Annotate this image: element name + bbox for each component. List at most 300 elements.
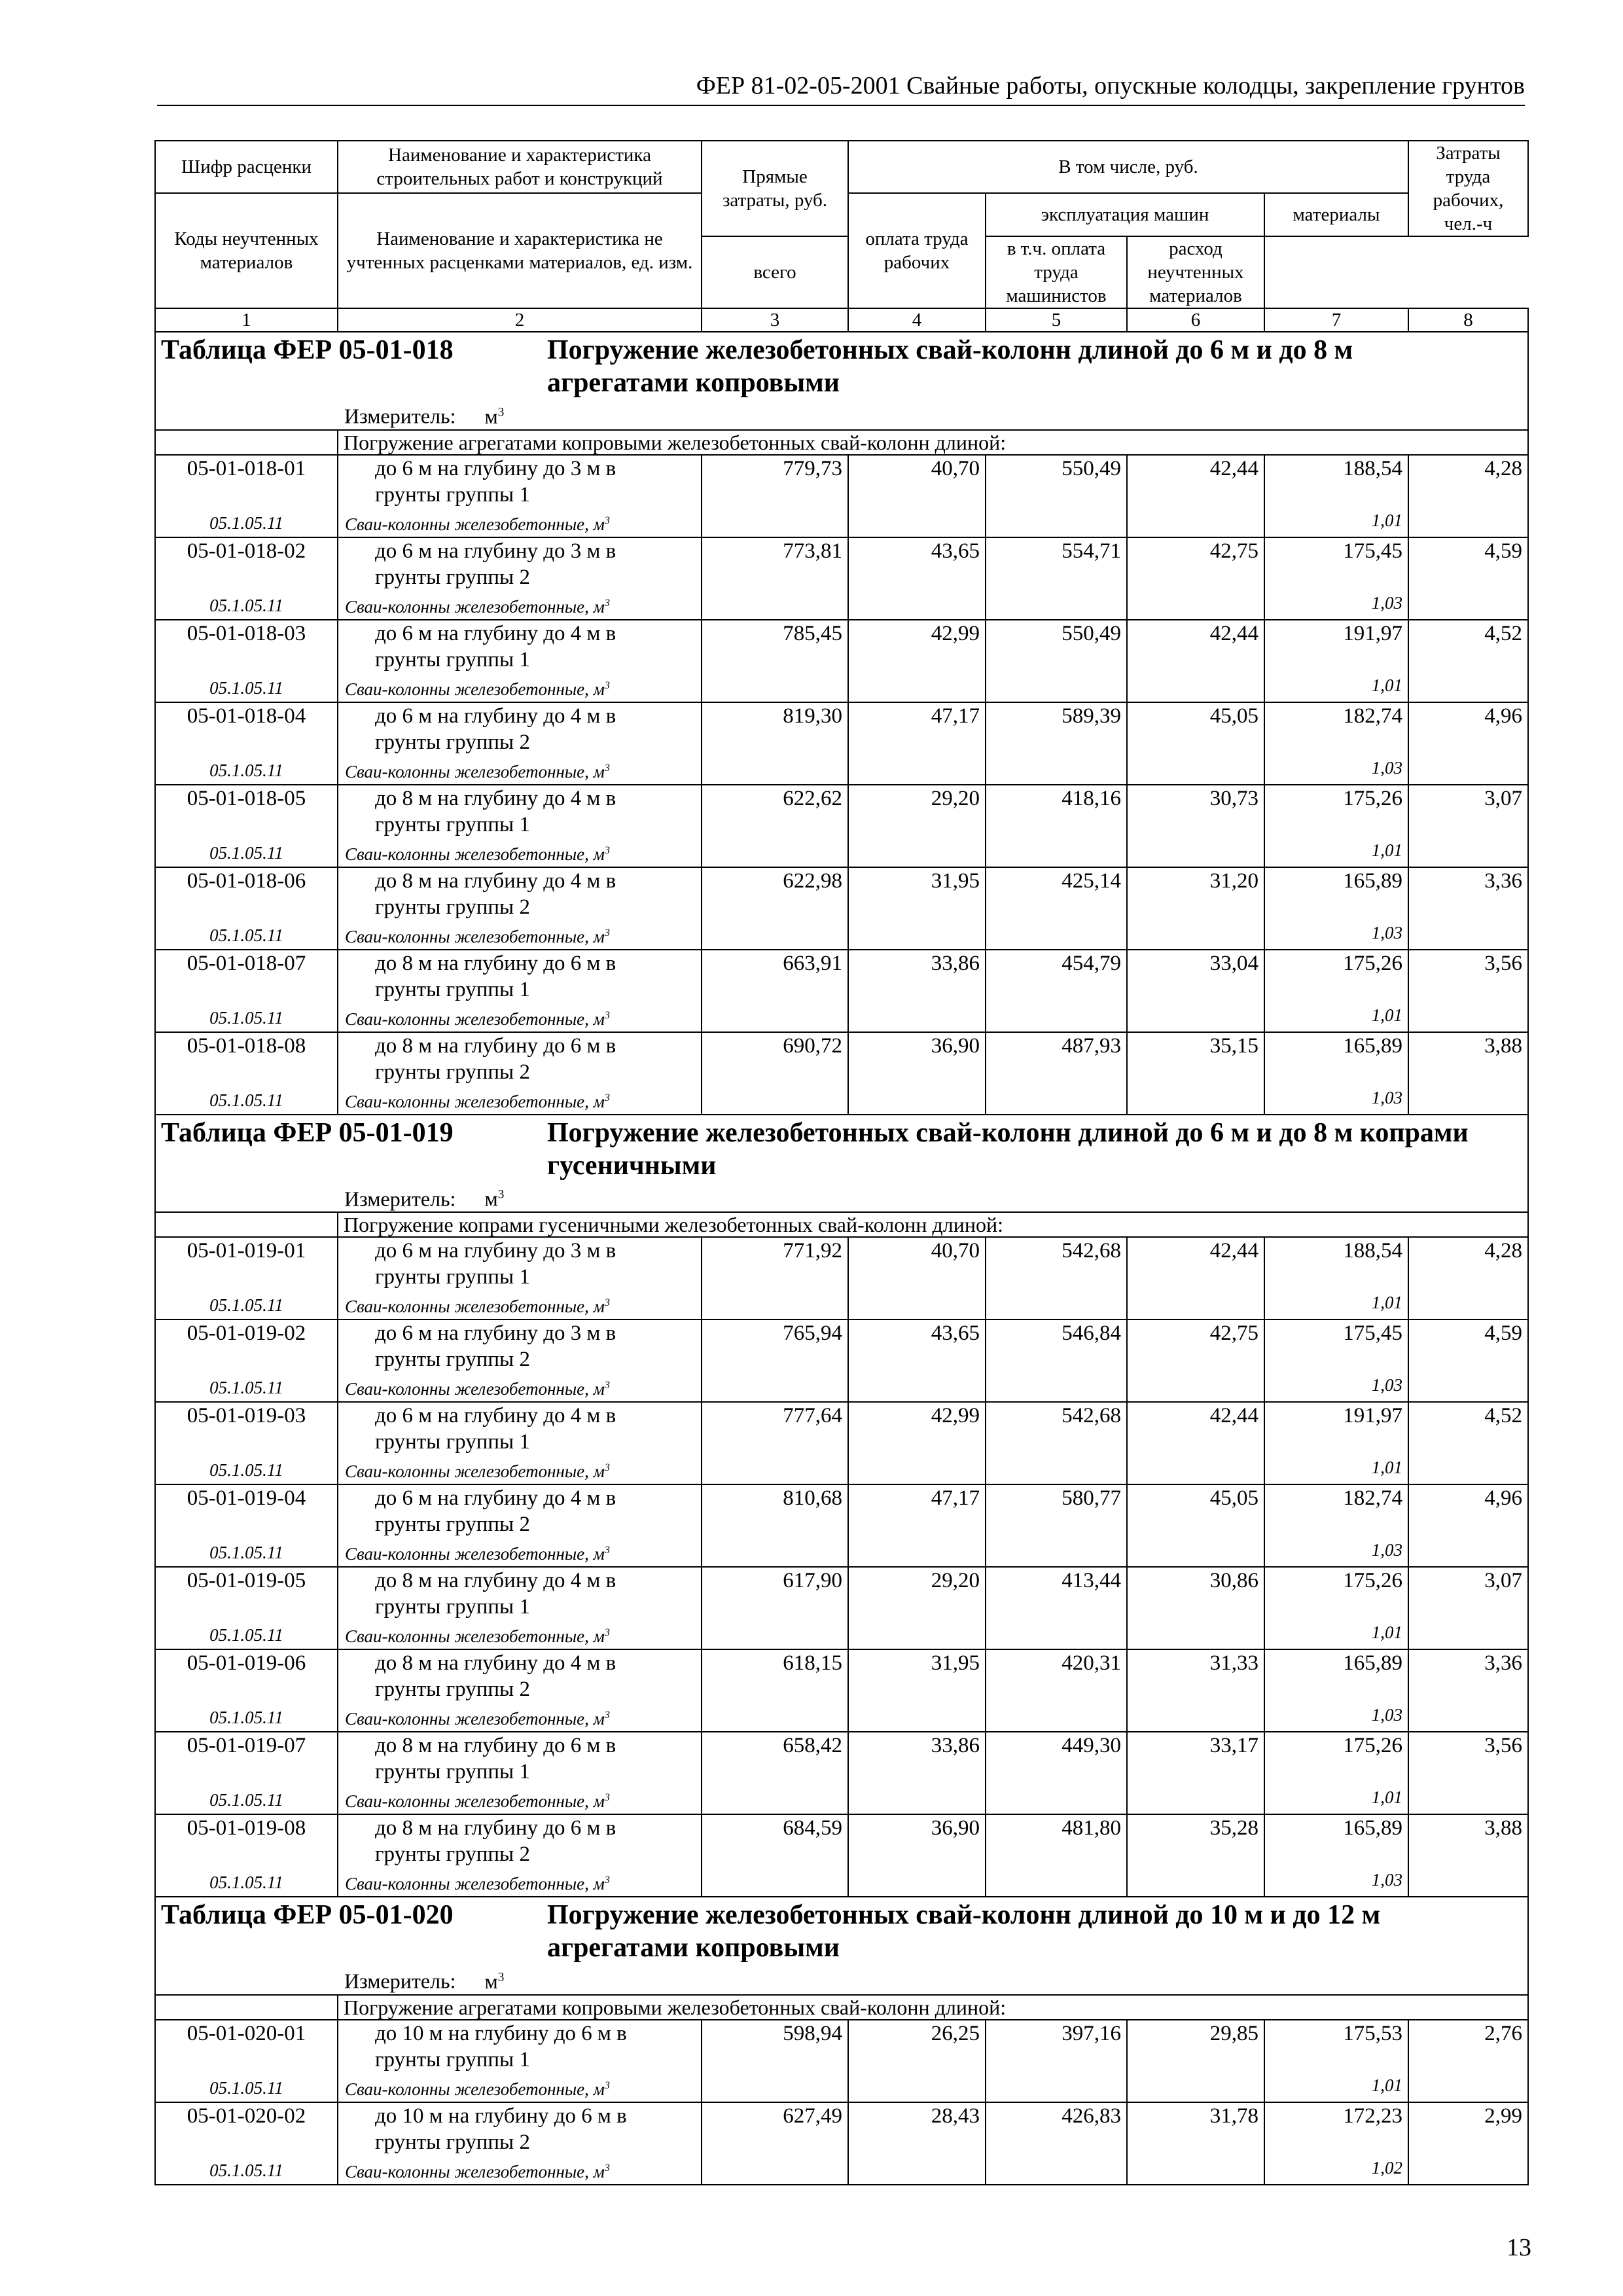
rate-name-line1: до 6 м на глубину до 4 м в [375,1486,616,1511]
value-hours: 4,59 [1408,1319,1528,1402]
material-quantity: 1,01 [1371,1787,1402,1808]
material-code: 05.1.05.11 [209,1790,283,1810]
value-labor: 33,86 [848,950,986,1032]
rate-code-cell [155,1814,338,1897]
rate-name-cell [338,1484,702,1567]
material-quantity: 1,03 [1371,1375,1402,1395]
value-materials-cell [1264,1484,1408,1567]
rate-code: 05-01-020-02 [187,2104,306,2128]
rate-name-line2: грунты группы 2 [375,1842,530,1867]
value-materials: 175,26 [1343,1569,1402,1593]
unit-text: м [484,404,498,428]
value-materials-cell [1264,1567,1408,1649]
rate-code: 05-01-018-07 [187,951,306,975]
value-materials: 182,74 [1343,1486,1402,1511]
value-mach-labor: 35,15 [1127,1032,1264,1115]
col-num: 1 [155,308,338,332]
table-title-cell [155,1115,1528,1213]
material-unit-sup: 3 [604,596,610,609]
material-name-text: Сваи-колонны железобетонные, м [345,514,605,534]
value-materials-cell [1264,620,1408,702]
rate-code: 05-01-018-02 [187,539,306,563]
col-hours-header: Затраты труда рабочих, чел.-ч [1408,141,1528,236]
value-materials-cell [1264,537,1408,620]
material-unit-sup: 3 [604,1544,610,1556]
table-row [155,950,1528,1032]
value-materials: 175,26 [1343,786,1402,810]
rate-code: 05-01-020-01 [187,2021,306,2045]
header-row-1 [155,141,1528,193]
value-mach-labor: 42,75 [1127,1319,1264,1402]
value-direct: 819,30 [702,702,848,785]
col-num: 2 [338,308,702,332]
col-mach-labor-header: в т.ч. оплата труда машинистов [986,236,1127,308]
value-mach-labor: 35,28 [1127,1814,1264,1897]
col-name2-header: Наименование и характеристика не учтенных расценками материалов, ед. изм. [338,193,702,308]
table-title-cell [155,1897,1528,1995]
rate-code-cell [155,2102,338,2185]
material-quantity: 1,01 [1371,510,1402,530]
code-stack [158,1485,334,1565]
material-code: 05.1.05.11 [209,842,283,863]
material-unit-sup: 3 [604,1297,610,1309]
value-hours: 4,28 [1408,455,1528,537]
material-quantity: 1,01 [1371,1293,1402,1313]
rate-name-line1: до 6 м на глубину до 4 м в [375,621,616,645]
value-direct: 663,91 [702,950,848,1032]
intro-blank [155,430,338,455]
value-hours: 3,88 [1408,1814,1528,1897]
value-materials: 175,45 [1343,539,1402,563]
table-row [155,702,1528,785]
rate-code-cell [155,702,338,785]
value-direct: 773,81 [702,537,848,620]
rate-name-line2: грунты группы 1 [375,482,530,507]
rate-name-line2: грунты группы 2 [375,2130,530,2154]
rate-name-line1: до 8 м на глубину до 6 м в [375,1734,616,1758]
rate-code-cell [155,2020,338,2102]
value-labor: 40,70 [848,1237,986,1319]
value-mach: 426,83 [986,2102,1127,2185]
table-row [155,1032,1528,1115]
table-number: Таблица ФЕР 05-01-020 [161,1900,454,1931]
material-name-text: Сваи-колонны железобетонные, м [345,1091,605,1111]
code-stack [158,1732,334,1812]
value-mach: 449,30 [986,1732,1127,1814]
unit-label: Измеритель: [344,1187,456,1211]
material-name [345,1455,696,1484]
material-unit-sup: 3 [604,1091,610,1103]
rate-name-cell [338,702,702,785]
table-intro-row [155,1212,1528,1237]
value-mach: 481,80 [986,1814,1127,1897]
material-unit-sup: 3 [604,761,610,774]
material-code: 05.1.05.11 [209,1543,283,1563]
rate-name-line1: до 8 м на глубину до 4 м в [375,1651,616,1676]
value-materials: 165,89 [1343,869,1402,893]
value-materials-cell [1264,1649,1408,1732]
material-quantity: 1,03 [1371,1870,1402,1890]
rate-name-cell [338,455,702,537]
material-code: 05.1.05.11 [209,1460,283,1480]
rate-code-cell [155,1649,338,1732]
material-quantity: 1,01 [1371,675,1402,695]
code-stack [158,2103,334,2183]
table-row [155,537,1528,620]
rate-code-cell [155,1032,338,1115]
col-materials-header: материалы [1264,193,1408,236]
code-stack [158,950,334,1030]
material-quantity: 1,01 [1371,840,1402,860]
unit-sup: 3 [497,1187,505,1202]
value-materials-cell [1264,1237,1408,1319]
rate-code: 05-01-018-08 [187,1033,306,1058]
unit-text: м [484,1969,498,1993]
value-direct: 765,94 [702,1319,848,1402]
rate-code: 05-01-019-06 [187,1651,306,1676]
value-materials: 175,53 [1343,2021,1402,2045]
code-stack [158,1815,334,1895]
table-name: Погружение железобетонных свай-колонн длиной до 10 м и до 12 м агрегатами копровыми [547,1900,1381,1964]
value-mach-labor: 33,04 [1127,950,1264,1032]
material-code: 05.1.05.11 [209,1873,283,1893]
value-hours: 4,96 [1408,1484,1528,1567]
code-stack [158,1320,334,1400]
rate-name-line2: грунты группы 1 [375,1265,530,1289]
rate-code: 05-01-019-08 [187,1816,306,1840]
col-num: 3 [702,308,848,332]
material-unit-sup: 3 [604,1791,610,1804]
table-row [155,1402,1528,1484]
material-name [345,1620,696,1649]
value-labor: 47,17 [848,1484,986,1567]
value-direct: 779,73 [702,455,848,537]
rate-code: 05-01-019-05 [187,1569,306,1593]
material-code: 05.1.05.11 [209,512,283,533]
value-mach: 546,84 [986,1319,1127,1402]
value-mach-labor: 42,44 [1127,620,1264,702]
table-row [155,2102,1528,2185]
value-labor: 26,25 [848,2020,986,2102]
value-hours: 2,76 [1408,2020,1528,2102]
rate-name-line1: до 8 м на глубину до 4 м в [375,1569,616,1593]
unit-label: Измеритель: [344,404,456,428]
material-unit-sup: 3 [604,2161,610,2174]
value-materials: 188,54 [1343,1239,1402,1263]
rate-name-cell [338,1732,702,1814]
table-row [155,1484,1528,1567]
material-quantity: 1,03 [1371,1087,1402,1107]
value-materials-cell [1264,2020,1408,2102]
value-labor: 33,86 [848,1732,986,1814]
rate-name-line1: до 6 м на глубину до 3 м в [375,1321,616,1346]
value-materials: 172,23 [1343,2104,1402,2128]
value-direct: 618,15 [702,1649,848,1732]
rate-name-cell [338,950,702,1032]
value-mach: 425,14 [986,867,1127,950]
material-name [345,508,696,537]
unit-sup: 3 [497,1970,505,1984]
value-mach: 413,44 [986,1567,1127,1649]
unit-value [485,1187,505,1210]
material-name-text: Сваи-колонны железобетонные, м [345,1874,605,1894]
value-labor: 29,20 [848,785,986,867]
value-hours: 3,36 [1408,1649,1528,1732]
unit-line [161,1964,1522,1994]
material-code: 05.1.05.11 [209,1378,283,1398]
value-labor: 31,95 [848,1649,986,1732]
material-name [345,1003,696,1031]
value-materials: 182,74 [1343,704,1402,728]
value-mach-labor: 30,86 [1127,1567,1264,1649]
rate-name-cell [338,1237,702,1319]
value-hours: 3,07 [1408,785,1528,867]
value-materials-cell [1264,785,1408,867]
material-unit-sup: 3 [604,1462,610,1474]
material-name [345,1702,696,1731]
material-unit-sup: 3 [604,2079,610,2091]
table-row [155,785,1528,867]
value-hours: 4,52 [1408,1402,1528,1484]
value-hours: 4,59 [1408,537,1528,620]
code-stack [158,1238,334,1318]
code-stack [158,620,334,700]
value-labor: 47,17 [848,702,986,785]
value-materials: 165,89 [1343,1651,1402,1676]
material-name [345,1785,696,1814]
material-name-text: Сваи-колонны железобетонные, м [345,596,605,617]
code-stack [158,703,334,783]
intro-blank [155,1995,338,2020]
value-mach: 550,49 [986,620,1127,702]
rate-name-line2: грунты группы 2 [375,1060,530,1084]
table-name: Погружение железобетонных свай-колонн длиной до 6 м и до 8 м агрегатами копровыми [547,335,1353,398]
material-name [345,1085,696,1114]
value-materials: 191,97 [1343,621,1402,645]
code-stack [158,538,334,618]
table-row [155,1319,1528,1402]
rate-code-cell [155,1732,338,1814]
col-num: 6 [1127,308,1264,332]
material-name-text: Сваи-колонны железобетонные, м [345,1009,605,1029]
column-numbers-row [155,308,1528,332]
rate-code: 05-01-018-03 [187,621,306,645]
material-code: 05.1.05.11 [209,925,283,945]
value-materials-cell [1264,1032,1408,1115]
value-materials-cell [1264,867,1408,950]
material-quantity: 1,03 [1371,1540,1402,1560]
table-title-cell [155,332,1528,430]
rate-code-cell [155,620,338,702]
value-materials-cell [1264,1319,1408,1402]
material-name-text: Сваи-колонны железобетонные, м [345,1626,605,1647]
rate-name-line2: грунты группы 2 [375,1677,530,1702]
value-mach: 397,16 [986,2020,1127,2102]
col-name-header: Наименование и характеристика строительных работ и конструкций [338,141,702,193]
material-code: 05.1.05.11 [209,2077,283,2098]
value-labor: 28,43 [848,2102,986,2185]
value-direct: 627,49 [702,2102,848,2185]
material-code: 05.1.05.11 [209,2160,283,2180]
rate-code: 05-01-018-04 [187,704,306,728]
rate-name-line1: до 8 м на глубину до 4 м в [375,869,616,893]
rate-name-line2: грунты группы 1 [375,2047,530,2072]
material-unit-sup: 3 [604,844,610,856]
value-hours: 4,96 [1408,702,1528,785]
value-mach: 420,31 [986,1649,1127,1732]
rate-name-line2: грунты группы 1 [375,1430,530,1454]
value-mach-labor: 42,44 [1127,1237,1264,1319]
value-mach-labor: 31,78 [1127,2102,1264,2185]
col-code-header: Шифр расценки [155,141,338,193]
unit-line [161,1182,1522,1212]
material-code: 05.1.05.11 [209,1708,283,1728]
table-name: Погружение железобетонных свай-колонн длиной до 6 м и до 8 м копрами гусеничными [547,1117,1469,1181]
material-quantity: 1,01 [1371,2075,1402,2095]
code-stack [158,2020,334,2100]
material-quantity: 1,03 [1371,592,1402,613]
value-hours: 3,07 [1408,1567,1528,1649]
table-row [155,1567,1528,1649]
material-unit-sup: 3 [604,1009,610,1021]
value-materials: 165,89 [1343,1816,1402,1840]
rate-name-cell [338,1567,702,1649]
rate-name-line2: грунты группы 1 [375,647,530,672]
rate-code-cell [155,1567,338,1649]
value-materials: 175,26 [1343,951,1402,975]
unit-value [485,1969,505,1993]
rate-code: 05-01-019-01 [187,1239,306,1263]
code-stack [158,1033,334,1113]
value-materials-cell [1264,1402,1408,1484]
table-row [155,1732,1528,1814]
intro-blank [155,1212,338,1237]
value-mach-labor: 45,05 [1127,1484,1264,1567]
rate-name-line2: грунты группы 2 [375,895,530,919]
material-code: 05.1.05.11 [209,1625,283,1645]
rate-name-line1: до 6 м на глубину до 3 м в [375,1239,616,1263]
value-labor: 40,70 [848,455,986,537]
material-unit-sup: 3 [604,514,610,526]
code-stack [158,1568,334,1647]
material-name-text: Сваи-колонны железобетонные, м [345,2161,605,2181]
material-code: 05.1.05.11 [209,1007,283,1028]
material-name [345,838,696,867]
material-name-text: Сваи-колонны железобетонные, м [345,1379,605,1399]
value-direct: 785,45 [702,620,848,702]
value-direct: 684,59 [702,1814,848,1897]
rate-code-cell [155,1402,338,1484]
header-rule [157,105,1525,106]
value-mach-labor: 30,73 [1127,785,1264,867]
table-title [161,332,1522,399]
col-mat-use-header: расход неучтенных материалов [1127,236,1264,308]
material-quantity: 1,01 [1371,1005,1402,1025]
value-direct: 777,64 [702,1402,848,1484]
value-direct: 622,98 [702,867,848,950]
col-machines-header: эксплуатация машин [986,193,1264,236]
rate-name-line2: грунты группы 1 [375,977,530,1001]
material-unit-sup: 3 [604,1626,610,1639]
rate-name-cell [338,537,702,620]
rate-name-cell [338,785,702,867]
material-name-text: Сваи-колонны железобетонные, м [345,1544,605,1564]
value-materials: 175,26 [1343,1734,1402,1758]
value-mach-labor: 29,85 [1127,2020,1264,2102]
rate-code-cell [155,950,338,1032]
material-name [345,1867,696,1896]
rate-name-line1: до 6 м на глубину до 3 м в [375,456,616,480]
material-name [345,1290,696,1319]
value-mach: 554,71 [986,537,1127,620]
rate-name-cell [338,1814,702,1897]
code-stack [158,868,334,948]
value-mach: 454,79 [986,950,1127,1032]
rate-name-line1: до 10 м на глубину до 6 м в [375,2021,627,2045]
rate-name-line2: грунты группы 2 [375,730,530,754]
value-mach: 487,93 [986,1032,1127,1115]
material-unit-sup: 3 [604,926,610,939]
rate-name-line1: до 8 м на глубину до 4 м в [375,786,616,810]
value-direct: 690,72 [702,1032,848,1115]
table-title [161,1897,1522,1964]
table-intro: Погружение копрами гусеничными железобетонных свай-колонн длиной: [338,1212,1528,1237]
material-unit-sup: 3 [604,1709,610,1721]
value-labor: 43,65 [848,1319,986,1402]
value-direct: 617,90 [702,1567,848,1649]
col-incl-header: В том числе, руб. [848,141,1408,193]
rate-name-cell [338,2102,702,2185]
rate-name-cell [338,1032,702,1115]
unit-sup: 3 [497,405,505,419]
material-name-text: Сваи-колонны железобетонные, м [345,2079,605,2099]
table-row [155,2020,1528,2102]
table-title-row [155,1115,1528,1213]
value-hours: 3,56 [1408,1732,1528,1814]
table-intro-row [155,1995,1528,2020]
rate-name-line1: до 6 м на глубину до 4 м в [375,704,616,728]
rate-code-cell [155,785,338,867]
rate-code-cell [155,1319,338,1402]
value-mach-labor: 31,20 [1127,867,1264,950]
material-code: 05.1.05.11 [209,595,283,615]
table-row [155,1814,1528,1897]
value-mach: 418,16 [986,785,1127,867]
rate-code: 05-01-018-06 [187,869,306,893]
value-labor: 42,99 [848,620,986,702]
value-mach-labor: 31,33 [1127,1649,1264,1732]
rate-code-cell [155,1237,338,1319]
value-mach-labor: 42,44 [1127,1402,1264,1484]
value-mach: 580,77 [986,1484,1127,1567]
material-name-text: Сваи-колонны железобетонные, м [345,679,605,699]
value-hours: 3,88 [1408,1032,1528,1115]
unit-text: м [484,1187,498,1211]
table-row [155,1649,1528,1732]
material-unit-sup: 3 [604,679,610,691]
col-mach-total-header: всего [702,236,848,308]
col-num: 7 [1264,308,1408,332]
value-labor: 31,95 [848,867,986,950]
code-stack [158,1403,334,1482]
material-name-text: Сваи-колонны железобетонные, м [345,1297,605,1317]
value-mach: 542,68 [986,1237,1127,1319]
rate-code: 05-01-018-05 [187,786,306,810]
table-intro: Погружение агрегатами копровыми железобетонных свай-колонн длиной: [338,1995,1528,2020]
table-number: Таблица ФЕР 05-01-018 [161,335,454,365]
value-materials: 175,45 [1343,1321,1402,1346]
value-materials-cell [1264,950,1408,1032]
